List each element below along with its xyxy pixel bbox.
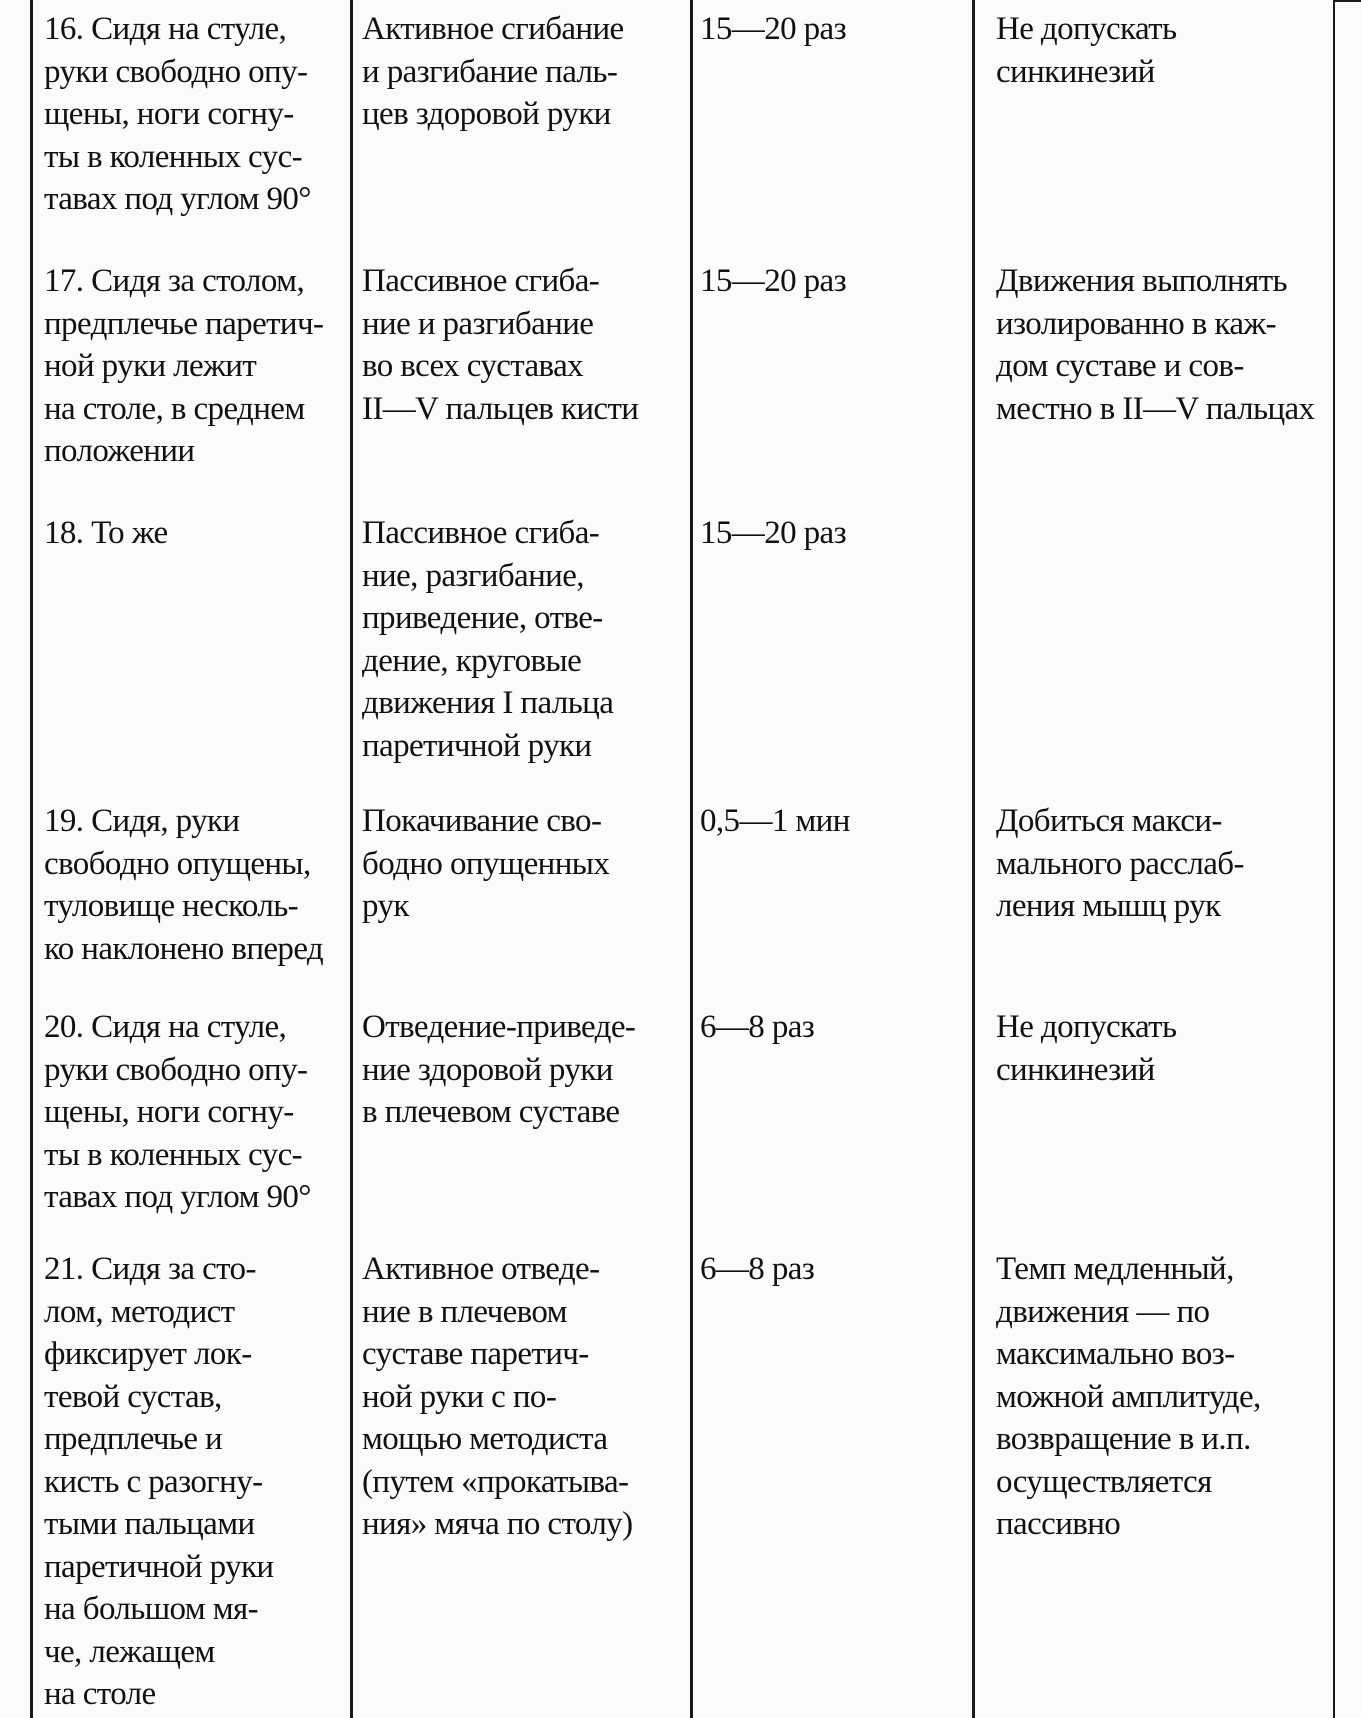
exercise-cell: Пассивное сгиба- ние и разгибание во всех суставах II—V пальцев кисти: [362, 263, 639, 427]
starting-position-cell: 19. Сидя, руки свободно опущены, туловище несколь- ко наклонено вперед: [44, 803, 324, 967]
starting-position-cell: 16. Сидя на стуле, руки свободно опу- щены, ноги согну- ты в коленных сус- тавах под углом 90°: [44, 11, 311, 217]
starting-position-cell: 17. Сидя за столом, предплечье паретич- ной руки лежит на столе, в среднем положении: [44, 263, 324, 469]
exercise-cell: Активное отведе- ние в плечевом суставе паретич- ной руки с по- мощью методиста (путем «прокатыва- ния» мяча по столу): [362, 1251, 633, 1542]
notes-cell: Темп медленный, движения — по максимально воз- можной амплитуде, возвращение в и.п. осуществляется пассивно: [996, 1251, 1261, 1542]
notes-cell: Движения выполнять изолированно в каж- дом суставе и сов- местно в II—V пальцах: [996, 263, 1315, 427]
dosage-cell: 6—8 раз: [700, 1009, 815, 1045]
dosage-cell: 6—8 раз: [700, 1251, 815, 1287]
notes-cell: Добиться макси- мального расслаб- ления мышц рук: [996, 803, 1244, 924]
exercise-cell: Покачивание сво- бодно опущенных рук: [362, 803, 610, 924]
exercise-cell: Отведение-приведе- ние здоровой руки в плечевом суставе: [362, 1009, 636, 1130]
dosage-cell: 15—20 раз: [700, 263, 847, 299]
starting-position-cell: 18. То же: [44, 515, 168, 551]
column-divider-1: [350, 0, 353, 1718]
exercise-cell: Пассивное сгиба- ние, разгибание, приведение, отве- дение, круговые движения I пальца паретичной руки: [362, 515, 614, 764]
exercise-cell: Активное сгибание и разгибание паль- цев здоровой руки: [362, 11, 624, 132]
notes-cell: Не допускать синкинезий: [996, 1009, 1177, 1088]
dosage-cell: 0,5—1 мин: [700, 803, 850, 839]
dosage-cell: 15—20 раз: [700, 11, 847, 47]
column-divider-3: [972, 0, 975, 1718]
notes-cell: Не допускать синкинезий: [996, 11, 1177, 90]
top-corner-rule: [1333, 0, 1361, 2]
column-divider-2: [690, 0, 693, 1718]
dosage-cell: 15—20 раз: [700, 515, 847, 551]
starting-position-cell: 20. Сидя на стуле, руки свободно опу- щены, ноги согну- ты в коленных сус- тавах под углом 90°: [44, 1009, 311, 1215]
starting-position-cell: 21. Сидя за сто- лом, методист фиксирует лок- тевой сустав, предплечье и кисть с разогну- тыми пальцами паретичной руки на большом мя- че, лежащем на столе: [44, 1251, 274, 1712]
table-left-border: [30, 0, 33, 1718]
